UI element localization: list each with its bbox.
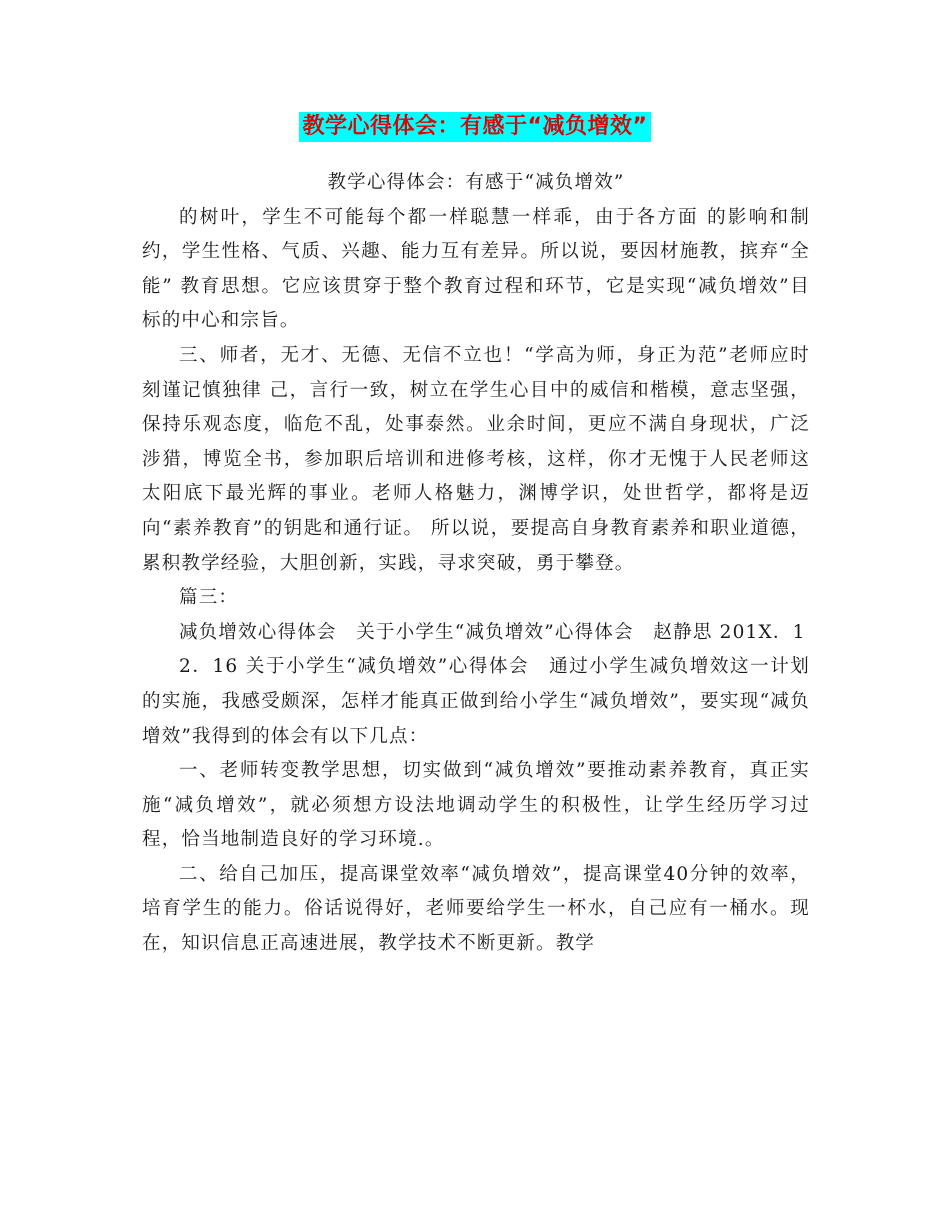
- title-wrap: [0, 112, 950, 142]
- paragraph-1: 的树叶，学生不可能每个都一样聪慧一样乖，由于各方面 的影响和制约，学生性格、气质、兴趣、能力互有差异。所以说，要因材施教，摈弃“全能” 教育思想。它应该贯穿于整个教育过程和环节，它是实现“减负增效”目标的中心和宗旨。: [142, 206, 810, 332]
- paragraph-3: 篇三：: [179, 587, 239, 609]
- paragraph-7: 二、给自己加压，提高课堂效率“减负增效”，提高课堂40分钟的效率，培育学生的能力。俗话说得好，老师要给学生一杯水，自己应有一桶水。现在，知识信息正高速进展，教学技术不断更新。教学: [142, 863, 810, 955]
- document-body: [142, 166, 810, 962]
- paragraph-6: 一、老师转变教学思想，切实做到“减负增效”要推动素养教育，真正实施“减负增效”，就必须想方设法地调动学生的积极性，让学生经历学习过程，恰当地制造良好的学习环境.。: [142, 760, 810, 851]
- paragraph-4: 减负增效心得体会 关于小学生“减负增效”心得体会 赵静思 201X．1: [179, 621, 806, 643]
- paragraph-5: 2．16 关于小学生“减负增效”心得体会 通过小学生减负增效这一计划的实施，我感受颇深，怎样才能真正做到给小学生“减负增效”，要实现“减负增效”我得到的体会有以下几点：: [142, 656, 810, 747]
- document-subtitle: 教学心得体会：有感于“减负增效”: [327, 172, 625, 193]
- paragraph-2: 三、师者，无才、无德、无信不立也！“学高为师，身正为范”老师应时刻谨记慎独律 己，言行一致，树立在学生心目中的威信和楷模，意志坚强，保持乐观态度，临危不乱，处事泰然。业余时间，更应不满自身现状，广泛涉猎，博览全书，参加职后培训和进修考核，这样，你才无愧于人民老师这太阳底下最光辉的事业。老师人格魅力，渊博学识，处世哲学，都将是迈向“素养教育”的钥匙和通行证。 所以说，要提高自身教育素养和职业道德，累积教学经验，大胆创新，实践，寻求突破，勇于攀登。: [142, 344, 810, 574]
- document-title: 教学心得体会：有感于“减负增效”: [299, 112, 652, 142]
